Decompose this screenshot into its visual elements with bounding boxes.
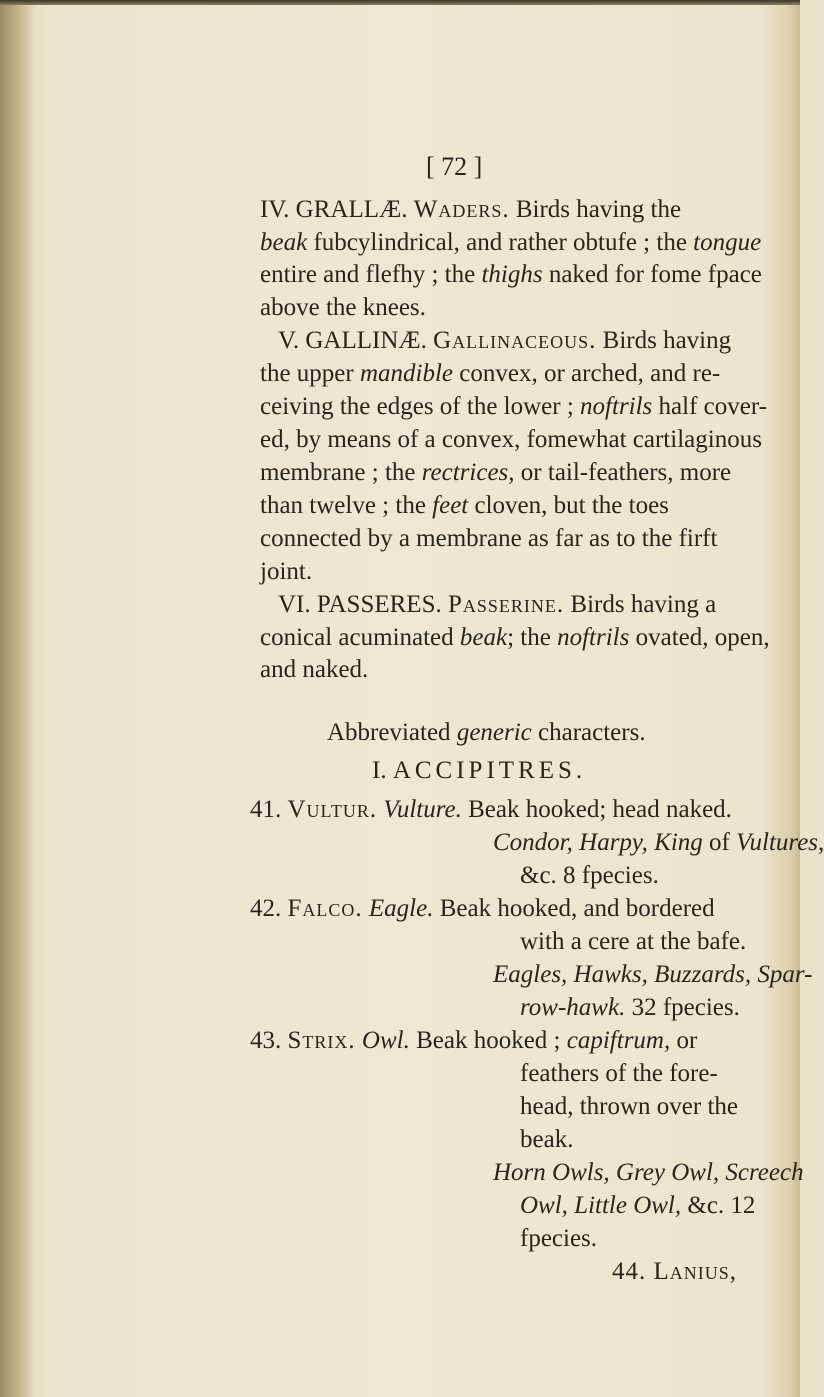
- subheading-accipitres: I. ACCIPITRES.: [372, 757, 587, 784]
- order-passeres-line-3: and naked.: [260, 656, 369, 683]
- genus-falco-examples: Eagles, Hawks, Buzzards, Spar-: [493, 961, 813, 988]
- genus-vultur: 41. Vultur. Vulture. Beak hooked; head naked.: [250, 796, 732, 823]
- genus-strix-count: fpecies.: [520, 1225, 598, 1252]
- genus-falco-desc-2: with a cere at the bafe.: [520, 928, 747, 955]
- genus-strix: 43. Strix. Owl. Beak hooked ; capiftrum, or: [250, 1027, 698, 1054]
- genus-strix-desc-3: head, thrown over the: [520, 1093, 738, 1120]
- page-header: [ 72 ]: [426, 152, 483, 181]
- genus-strix-examples: Horn Owls, Grey Owl, Screech: [493, 1159, 804, 1186]
- order-passeres-heading: VI. PASSERES. Passerine. Birds having a: [278, 591, 717, 618]
- order-gallinae-line-5: membrane ; the rectrices, or tail-feathers, more: [260, 459, 732, 486]
- genus-strix-examples-2: Owl, Little Owl, &c. 12: [520, 1192, 756, 1219]
- section-heading: Abbreviated generic characters.: [327, 719, 646, 746]
- order-grallae-heading: IV. GRALLÆ. Waders. Birds having the: [260, 196, 682, 223]
- order-gallinae-line-8: joint.: [260, 558, 313, 585]
- order-grallae-line-2: beak fubcylindrical, and rather obtufe ; the tongue: [260, 229, 762, 256]
- genus-vultur-count: &c. 8 fpecies.: [520, 862, 659, 889]
- genus-vultur-examples: Condor, Harpy, King of Vultures,: [493, 829, 824, 856]
- order-passeres-line-2: conical acuminated beak; the noftrils ovated, open,: [260, 624, 770, 651]
- page-edge: [0, 0, 800, 5]
- order-gallinae-line-6: than twelve ; the feet cloven, but the toes: [260, 492, 669, 519]
- binding-gutter: [0, 0, 34, 1397]
- genus-falco: 42. Falco. Eagle. Beak hooked, and bordered: [250, 895, 715, 922]
- genus-strix-desc-4: beak.: [520, 1126, 574, 1153]
- order-gallinae-line-4: ed, by means of a convex, fomewhat cartilaginous: [260, 426, 762, 453]
- genus-strix-desc-2: feathers of the fore-: [520, 1060, 718, 1087]
- order-gallinae-line-3: ceiving the edges of the lower ; noftrils half cover-: [260, 393, 768, 420]
- order-grallae-line-4: above the knees.: [260, 294, 426, 321]
- order-gallinae-line-2: the upper mandible convex, or arched, and re-: [260, 360, 721, 387]
- order-gallinae-heading: V. GALLINÆ. Gallinaceous. Birds having: [278, 327, 732, 354]
- genus-falco-examples-2: row-hawk. 32 fpecies.: [520, 994, 740, 1021]
- catchword: 44. Lanius,: [612, 1258, 738, 1285]
- order-grallae-line-3: entire and flefhy ; the thighs naked for fome fpace: [260, 261, 762, 288]
- order-gallinae-line-7: connected by a membrane as far as to the firft: [260, 525, 718, 552]
